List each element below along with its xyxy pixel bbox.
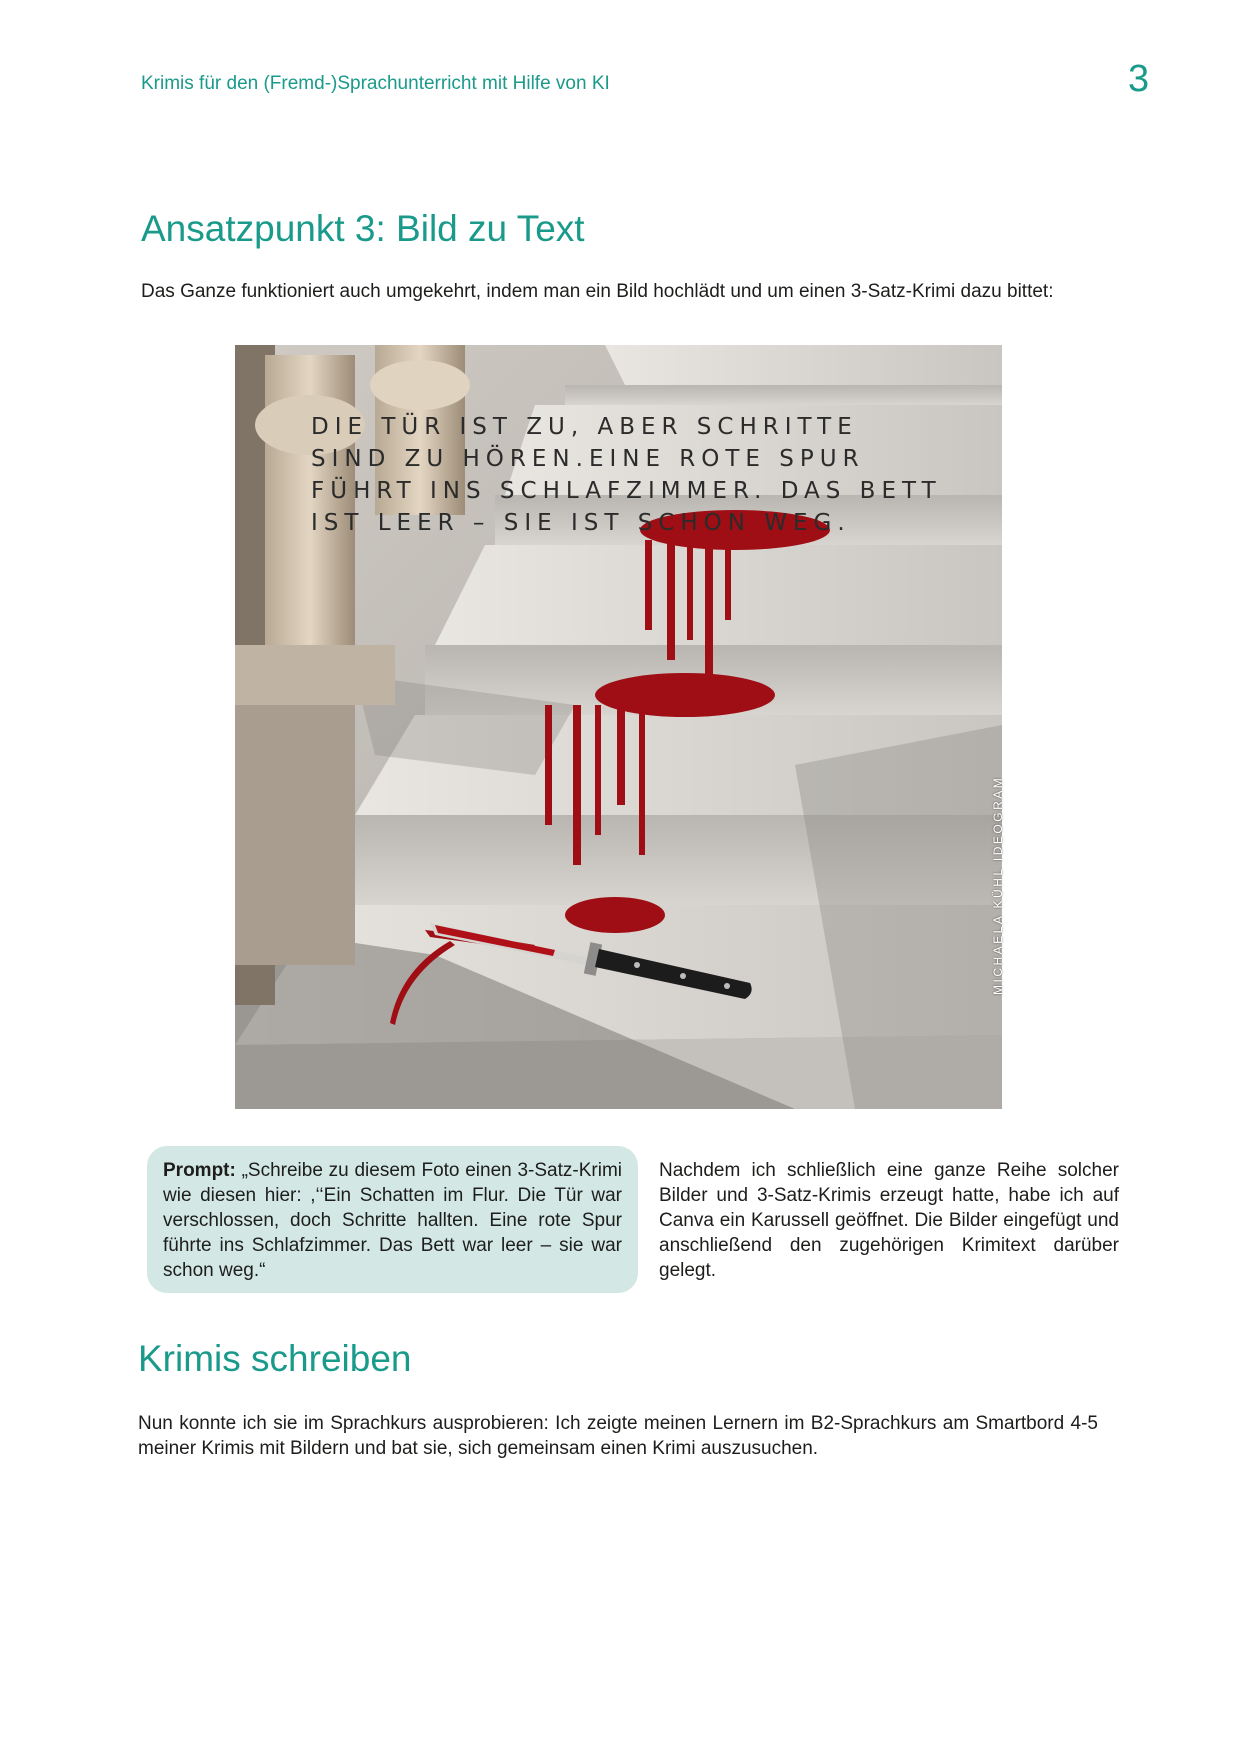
right-column-paragraph: Nachdem ich schließlich eine ganze Reihe solcher Bilder und 3-Satz-Krimis erzeugt hatte, habe ich auf Canva ein Karussell geöffnet. Die Bilder eingefügt und anschließend den zugehörigen Krimitext darüber gelegt.	[659, 1160, 1119, 1281]
prompt-box	[147, 1146, 638, 1293]
running-header: Krimis für den (Fremd-)Sprachunterricht mit Hilfe von KI	[141, 73, 610, 94]
crime-scene-illustration	[235, 345, 1005, 1109]
section-heading-bild-zu-text: Ansatzpunkt 3: Bild zu Text	[141, 208, 585, 249]
closing-paragraph: Nun konnte ich sie im Sprachkurs ausprobieren: Ich zeigte meinen Lernern im B2-Sprachkurs am Smartbord 4-5 meiner Krimis mit Bildern und bat sie, sich gemeinsam einen Krimi auszusuchen.	[138, 1413, 1098, 1459]
photo-credit: MICHAELA KÜHL IDEOGRAM	[991, 775, 1005, 995]
prompt-text	[163, 1158, 622, 1283]
section-heading-krimis-schreiben: Krimis schreiben	[138, 1338, 412, 1379]
page-number: 3	[1128, 58, 1150, 100]
intro-paragraph: Das Ganze funktioniert auch umgekehrt, indem man ein Bild hochlädt und um einen 3-Satz-Krimi dazu bittet:	[141, 281, 1054, 302]
prompt-label: Prompt:	[163, 1160, 236, 1181]
prompt-body: „Schreibe zu diesem Foto einen 3-Satz-Krimi wie diesen hier: ,‘‘Ein Schatten im Flur. Die Tür war verschlossen, doch Schritte hallten. Eine rote Spur führte ins Schlafzimmer. Das Bett war leer – sie war schon weg.“	[163, 1160, 622, 1281]
krimi-overlay-text: DIE TÜR IST ZU, ABER SCHRITTE SIND ZU HÖREN.EINE ROTE SPUR FÜHRT INS SCHLAFZIMMER. DAS BETT IST LEER – SIE IST SCHON WEG.	[311, 414, 942, 536]
